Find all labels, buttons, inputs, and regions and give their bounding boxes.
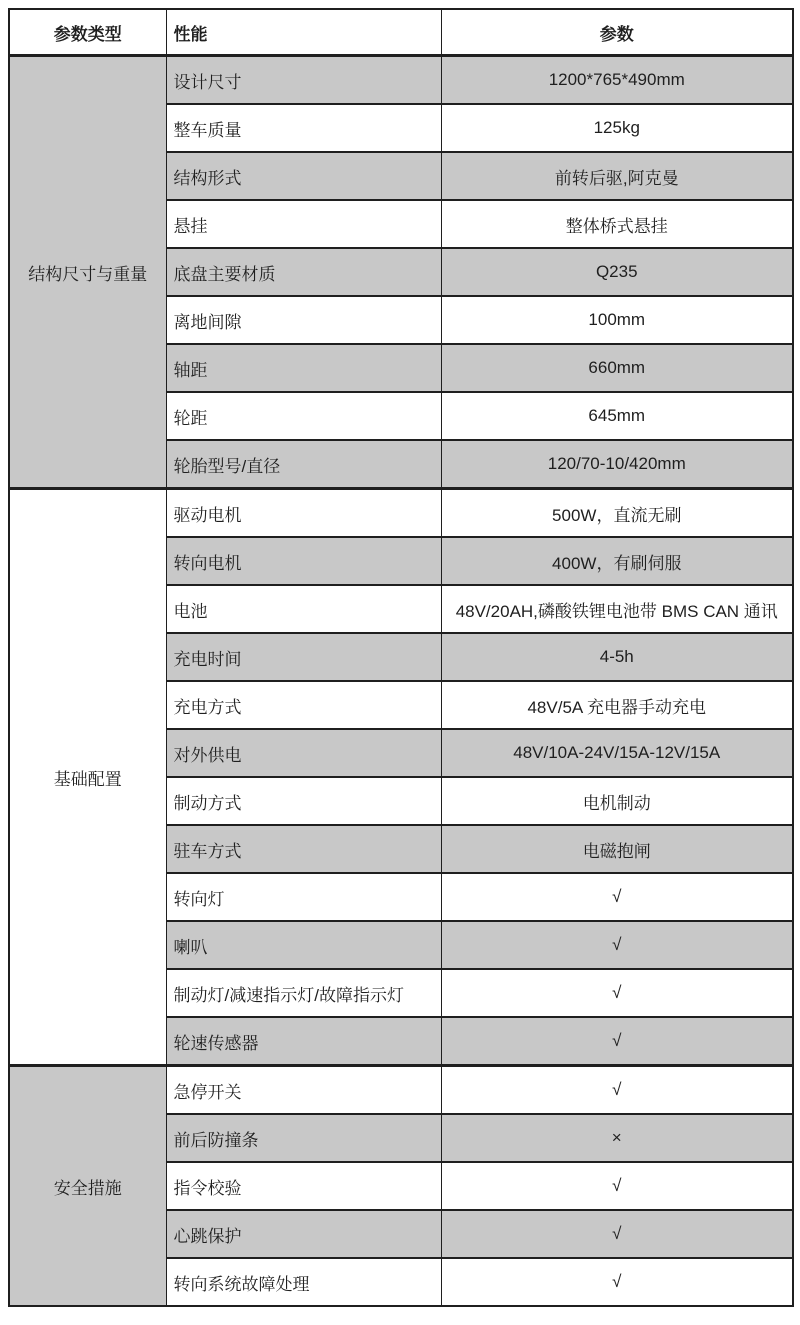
value-cell: √ <box>441 1258 793 1306</box>
value-cell: 48V/10A-24V/15A-12V/15A <box>441 729 793 777</box>
value-cell: √ <box>441 921 793 969</box>
value-cell: 前转后驱,阿克曼 <box>441 152 793 200</box>
feature-cell: 轮胎型号/直径 <box>166 440 441 489</box>
value-cell: × <box>441 1114 793 1162</box>
feature-cell: 指令校验 <box>166 1162 441 1210</box>
value-cell: 4-5h <box>441 633 793 681</box>
value-cell: √ <box>441 1017 793 1066</box>
feature-cell: 转向灯 <box>166 873 441 921</box>
column-header-parameter: 参数 <box>441 9 793 56</box>
feature-cell: 转向电机 <box>166 537 441 585</box>
value-cell: 100mm <box>441 296 793 344</box>
spec-table-body <box>9 56 793 1307</box>
feature-cell: 制动灯/减速指示灯/故障指示灯 <box>166 969 441 1017</box>
feature-cell: 驱动电机 <box>166 489 441 538</box>
value-cell: √ <box>441 969 793 1017</box>
value-cell: 1200*765*490mm <box>441 56 793 105</box>
feature-cell: 悬挂 <box>166 200 441 248</box>
feature-cell: 充电时间 <box>166 633 441 681</box>
value-cell: 125kg <box>441 104 793 152</box>
value-cell: √ <box>441 1210 793 1258</box>
feature-cell: 驻车方式 <box>166 825 441 873</box>
table-row <box>9 1066 793 1115</box>
feature-cell: 心跳保护 <box>166 1210 441 1258</box>
table-row <box>9 489 793 538</box>
feature-cell: 充电方式 <box>166 681 441 729</box>
value-cell: 48V/5A 充电器手动充电 <box>441 681 793 729</box>
value-cell: 400W，有刷伺服 <box>441 537 793 585</box>
value-cell: √ <box>441 873 793 921</box>
feature-cell: 前后防撞条 <box>166 1114 441 1162</box>
feature-cell: 结构形式 <box>166 152 441 200</box>
header-row <box>9 9 793 56</box>
value-cell: 整体桥式悬挂 <box>441 200 793 248</box>
feature-cell: 急停开关 <box>166 1066 441 1115</box>
category-cell: 安全措施 <box>9 1066 166 1307</box>
feature-cell: 制动方式 <box>166 777 441 825</box>
category-cell: 结构尺寸与重量 <box>9 56 166 489</box>
feature-cell: 离地间隙 <box>166 296 441 344</box>
feature-cell: 底盘主要材质 <box>166 248 441 296</box>
column-header-parameter-type: 参数类型 <box>9 9 166 56</box>
value-cell: 电磁抱闸 <box>441 825 793 873</box>
value-cell: 120/70-10/420mm <box>441 440 793 489</box>
feature-cell: 轮速传感器 <box>166 1017 441 1066</box>
feature-cell: 对外供电 <box>166 729 441 777</box>
feature-cell: 轴距 <box>166 344 441 392</box>
feature-cell: 电池 <box>166 585 441 633</box>
value-cell: 660mm <box>441 344 793 392</box>
feature-cell: 轮距 <box>166 392 441 440</box>
feature-cell: 设计尺寸 <box>166 56 441 105</box>
column-header-performance: 性能 <box>166 9 441 56</box>
value-cell: 500W，直流无刷 <box>441 489 793 538</box>
feature-cell: 转向系统故障处理 <box>166 1258 441 1306</box>
feature-cell: 喇叭 <box>166 921 441 969</box>
spec-table <box>8 8 794 1307</box>
category-cell: 基础配置 <box>9 489 166 1066</box>
value-cell: √ <box>441 1066 793 1115</box>
table-row <box>9 56 793 105</box>
table-header <box>9 9 793 56</box>
value-cell: 电机制动 <box>441 777 793 825</box>
value-cell: Q235 <box>441 248 793 296</box>
feature-cell: 整车质量 <box>166 104 441 152</box>
value-cell: 48V/20AH,磷酸铁锂电池带 BMS CAN 通讯 <box>441 585 793 633</box>
value-cell: 645mm <box>441 392 793 440</box>
value-cell: √ <box>441 1162 793 1210</box>
